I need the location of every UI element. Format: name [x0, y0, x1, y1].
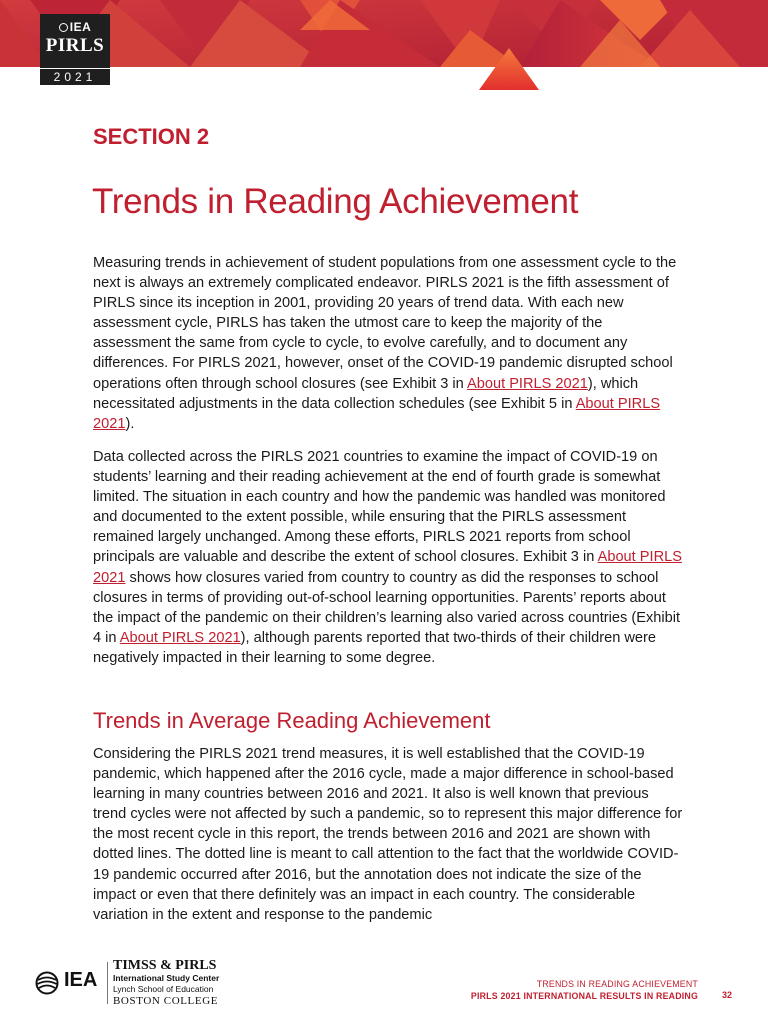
logo-iea: [40, 20, 110, 34]
about-pirls-link[interactable]: About PIRLS 2021: [93, 395, 661, 432]
section-label: SECTION 2: [93, 124, 210, 149]
paragraph-2-text-b: shows how closures varied from country to country as did the responses to school closures in terms of providing out-of-school learning opportunities. Parents’ reports about the impact of the pandemic on their children’s learning also varied across countries (Exhibit 4 in: [93, 569, 681, 646]
paragraph-3: Considering the PIRLS 2021 trend measures, it is well established that the COVID-19 pandemic, which happened after the 2016 cycle, made a major difference in school-based learning in many countries between 2016 and 2021. It also is well known that previous trend cycles were not affected by such a pandemic, so to represent this major difference for the most recent cycle in this report, the trends between 2016 and 2021 are shown with dotted lines. The dotted line is meant to call attention to the fact that the worldwide COVID-19 pandemic occurred after 2016, but the annotation does not indicate the size of the impact or even that there definitely was an impact in each country. The considerable variation in the extent and response to the pandemic: [93, 746, 683, 923]
timss-pirls-title: TIMSS & PIRLS: [113, 958, 217, 973]
running-head-report: PIRLS 2021 INTERNATIONAL RESULTS IN READING: [470, 991, 698, 1001]
logo-year: 2021: [40, 68, 110, 85]
footer-logo: [35, 958, 235, 1008]
logo-name: PIRLS: [45, 35, 105, 56]
paragraph-2-text-a: Data collected across the PIRLS 2021 countries to examine the impact of COVID-19 on students’ learning and their reading achievement at the end of fourth grade is somewhat limited. The situation in each country and how the pandemic was handled was monitored and documented to the extent possible, while ensuring that the PIRLS assessment remained largely unchanged. Among these efforts, PIRLS 2021 reports from school principals are valuable and describe the extent of school closures. Exhibit 3 in: [93, 449, 666, 566]
iea-wordmark: IEA: [64, 969, 98, 991]
banner-pattern: [0, 0, 768, 67]
page-number: 32: [722, 990, 733, 1000]
paragraph-1: [93, 253, 683, 434]
accent-triangle: [479, 48, 539, 90]
logo-org-text: IEA: [69, 20, 92, 34]
globe-icon: [59, 23, 68, 32]
school-name: Lynch School of Education: [113, 984, 214, 994]
running-head: [471, 978, 698, 1002]
paragraph-1-text-b: ), which necessitated adjustments in the data collection schedules (see Exhibit 5 in: [93, 375, 639, 412]
about-pirls-link[interactable]: About PIRLS 2021: [119, 629, 241, 646]
section-subheading: Trends in Average Reading Achievement: [93, 708, 491, 733]
paragraph-2-text-c: ), although parents reported that two-thirds of their children were negatively impacted in their learning to some degree.: [93, 629, 657, 666]
timss-pirls-logo: [113, 958, 219, 1007]
paragraph-2: [93, 447, 683, 668]
college-name: BOSTON COLLEGE: [113, 995, 219, 1007]
page-title: Trends in Reading Achievement: [92, 182, 579, 221]
logo-divider: [107, 962, 108, 1004]
pirls-logo: [40, 14, 110, 85]
study-center-name: International Study Center: [113, 973, 220, 983]
about-pirls-link[interactable]: About PIRLS 2021: [93, 549, 682, 586]
paragraph-1-text-c: ).: [125, 415, 135, 432]
header-banner: [0, 0, 768, 67]
iea-globe-icon: [35, 971, 59, 995]
paragraph-1-text-a: Measuring trends in achievement of student populations from one assessment cycle to the next is always an extremely complicated endeavor. PIRLS 2021 is the fifth assessment of PIRLS since its inception in 2001, providing 20 years of trend data. With each new assessment cycle, PIRLS has taken the utmost care to keep the majority of the assessment the same from cycle to cycle, to evolve carefully, and to document any differences. For PIRLS 2021, however, onset of the COVID-19 pandemic disrupted school operations often through school closures (see Exhibit 3 in: [93, 255, 677, 392]
about-pirls-link[interactable]: About PIRLS 2021: [467, 375, 588, 392]
running-head-chapter: TRENDS IN READING ACHIEVEMENT: [536, 979, 698, 989]
